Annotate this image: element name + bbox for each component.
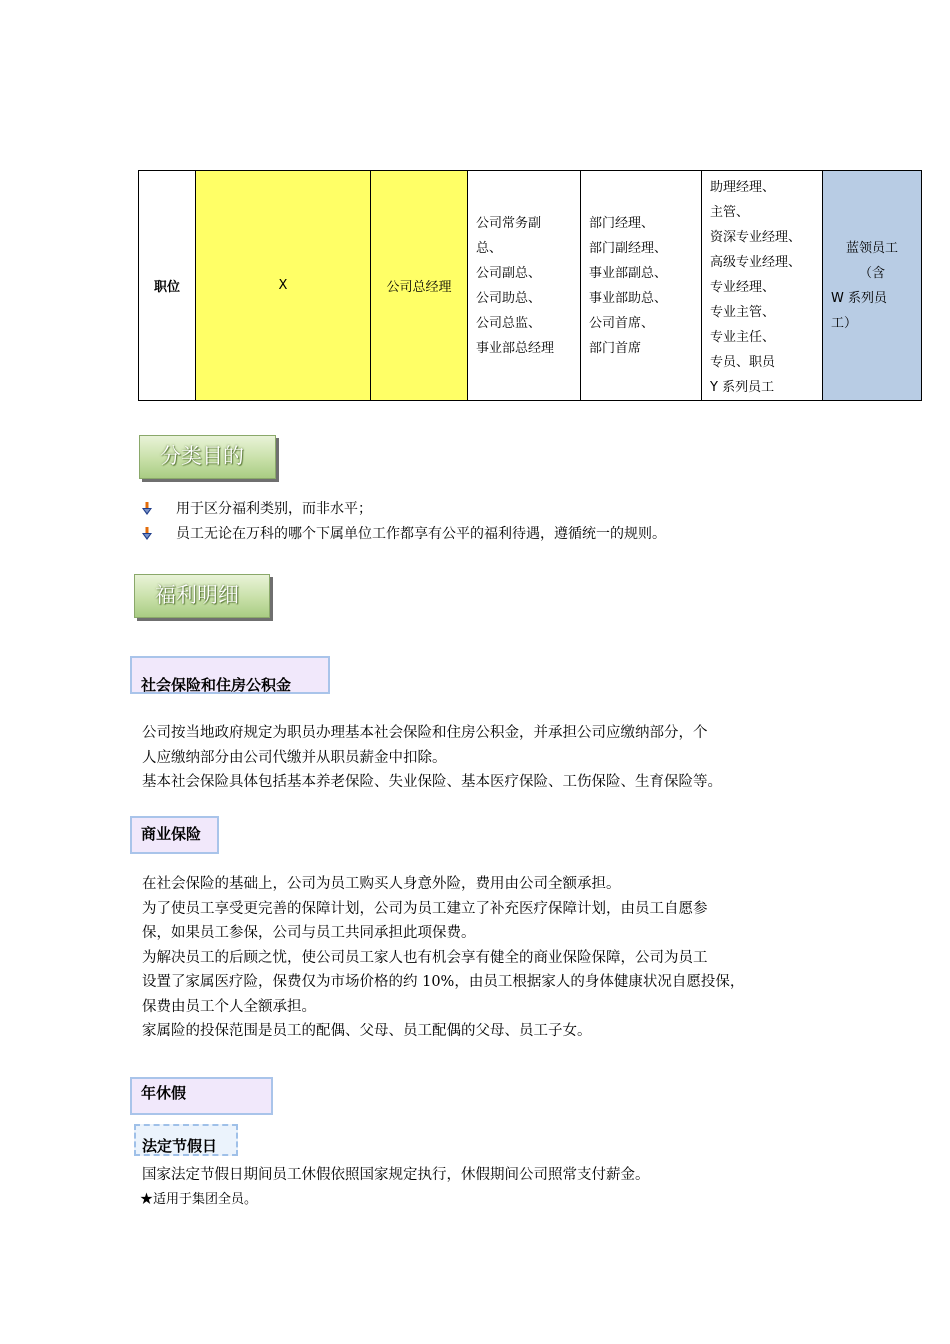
paragraph-line: 为了使员工享受更完善的保障计划，公司为员工建立了补充医疗保障计划，由员工自愿参 [142,900,708,917]
section-heading-classification: 分类目的 [139,435,276,479]
paragraph-line: 家属险的投保范围是员工的配偶、父母、员工配偶的父母、员工子女。 [142,1023,592,1039]
position-label: 职位 [139,171,196,401]
applicability-note: ★适用于集团全员。 [140,1192,258,1207]
cell-blue-collar [823,171,922,401]
list-item: 工） [831,315,858,331]
paragraph-line: 在社会保险的基础上，公司为员工购买人身意外险，费用由公司全额承担。 [142,876,621,892]
cell-department-managers [581,171,702,401]
list-item: （含 [858,265,885,281]
list-item: Y 系列员工 [710,380,775,395]
arrow-down-bullet-icon [142,502,152,516]
subheading-commercial-insurance: 商业保险 [130,816,219,854]
list-item [142,522,666,547]
list-item: 总、 [476,240,503,256]
list-item: 公司助总、 [476,290,542,306]
list-item: 事业部总经理 [476,340,555,356]
list-item: 高级专业经理、 [710,255,802,270]
paragraph-line: 设置了家属医疗险，保费仅为市场价格的约 10%，由员工根据家人的身体健康状况自愿投保， [142,974,745,990]
list-item: 蓝领员工 [845,240,898,256]
list-item: 部门副经理、 [589,240,668,256]
list-item: 专业经理、 [710,280,776,295]
cell-general-manager: 公司总经理 [371,171,468,401]
table-row [139,171,922,401]
list-item: 助理经理、 [710,180,776,195]
paragraph-line: 公司按当地政府规定为职员办理基本社会保险和住房公积金，并承担公司应缴纳部分，个 [142,725,708,741]
list-item: 专员、职员 [710,355,776,370]
list-item [142,497,666,522]
list-item: 公司常务副 [476,215,542,231]
bullet-text: 员工无论在万科的哪个下属单位工作都享有公平的福利待遇，遵循统一的规则。 [176,526,666,542]
paragraph-line: 为解决员工的后顾之忧，使公司员工家人也有机会享有健全的商业保险保障，公司为员工 [142,949,708,966]
subheading-social-insurance: 社会保险和住房公积金 [130,656,330,694]
cell-staff [702,171,823,401]
list-item: 专业主管、 [710,305,776,320]
paragraph-line: 基本社会保险具体包括基本养老保险、失业保险、基本医疗保险、工伤保险、生育保险等。 [142,774,722,790]
bullet-text: 用于区分福利类别，而非水平； [176,501,372,517]
paragraph-line: 人应缴纳部分由公司代缴并从职员薪金中扣除。 [142,749,447,766]
list-item: 专业主任、 [710,330,776,345]
position-table [138,170,922,401]
list-item: 部门经理、 [589,215,655,231]
cell-vice-presidents [468,171,581,401]
purpose-bullet-list [142,497,666,547]
list-item: 公司总监、 [476,315,542,331]
subheading-statutory-holidays: 法定节假日 [134,1124,238,1156]
paragraph-line: 保，如果员工参保，公司与员工共同承担此项保费。 [142,925,476,941]
paragraph-line: 保费由员工个人全额承担。 [142,998,316,1015]
commercial-insurance-text [142,872,744,1044]
social-insurance-text [142,721,722,795]
arrow-down-bullet-icon [142,527,152,541]
list-item: 事业部副总、 [589,265,668,281]
subheading-annual-leave: 年休假 [130,1077,273,1115]
list-item: 公司首席、 [589,315,655,331]
paragraph-line: 国家法定节假日期间员工休假依照国家规定执行，休假期间公司照常支付薪金。 [142,1167,650,1183]
list-item: 主管、 [710,205,750,220]
list-item: 公司副总、 [476,265,542,281]
list-item: 事业部助总、 [589,290,668,306]
holiday-text [142,1163,650,1188]
list-item: W 系列员 [831,290,887,306]
section-heading-benefit-details: 福利明细 [134,574,270,618]
list-item: 部门首席 [589,340,642,356]
list-item: 资深专业经理、 [710,230,802,245]
cell-x: X [196,171,371,401]
